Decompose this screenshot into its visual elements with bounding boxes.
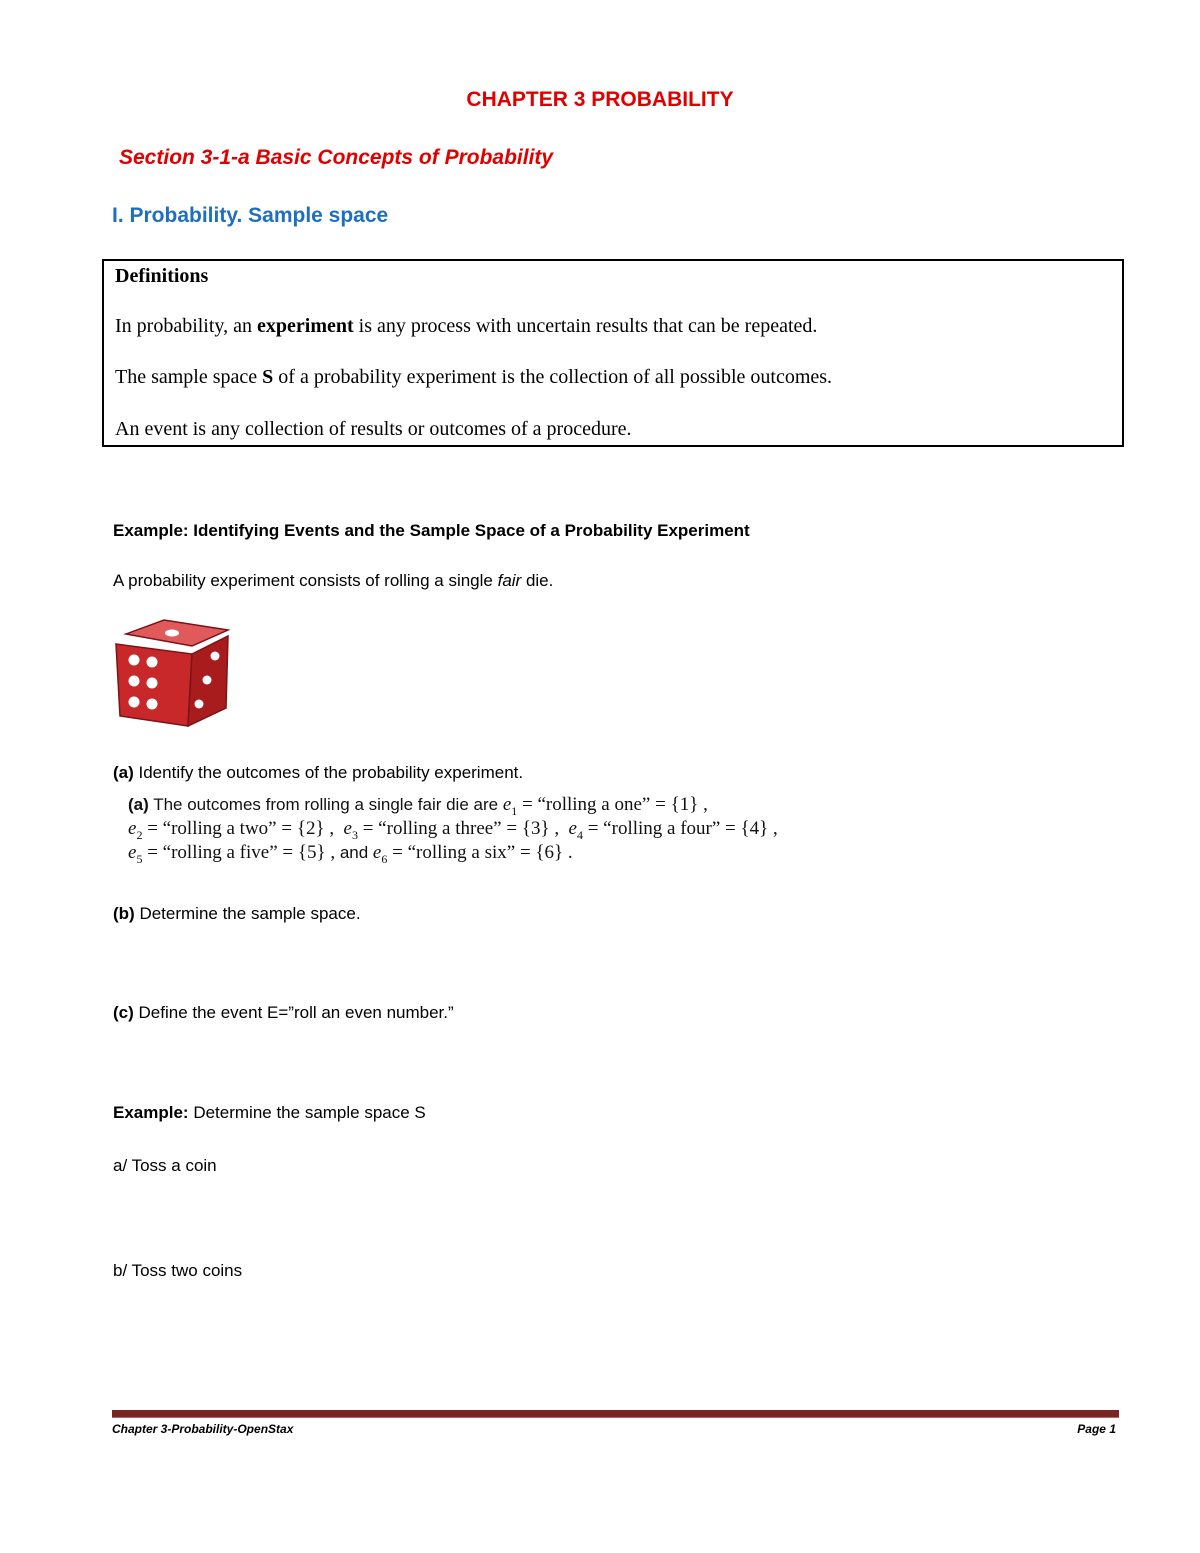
e4-symbol: $e_4$ [568,818,583,842]
example2-prompt [113,1103,426,1123]
part-c-text: Define the event E=”roll an even number.” [133,1003,454,1022]
example2-item-a: a/ Toss a coin [113,1156,217,1175]
outcome-6: = “rolling a six” = {6} . [387,842,573,863]
definition-experiment [115,315,817,338]
intro-fair: fair [497,571,522,590]
definition-text: In probability, an [115,315,258,337]
footer-page-number: Page 1 [1077,1422,1116,1436]
outcome-1: = “rolling a one” = {1} , [517,794,708,815]
answer-a-line3 [128,842,573,867]
part-a-label: (a) [113,763,134,782]
part-b-label: (b) [113,904,135,923]
example2-label: Example: [113,1103,189,1122]
term-s: S [262,366,274,388]
e1-symbol: $e_1$ [502,794,518,818]
definition-text: The sample space [115,366,263,388]
term-experiment: experiment [257,315,354,337]
outcome-3: = “rolling a three” = {3} , [357,818,560,839]
definition-text: of a probability experiment is the collection of all possible outcomes. [273,366,833,388]
example2-text: Determine the sample space S [188,1103,426,1122]
definition-event: An event is any collection of results or outcomes of a procedure. [115,418,632,440]
example1-intro [113,571,553,591]
answer-a-line2 [128,818,778,843]
part-b-question [113,904,361,924]
part-c-label: (c) [113,1003,134,1022]
intro-text: A probability experiment consists of rolling a single [113,571,498,590]
outcome-4: = “rolling a four” = {4} , [582,818,778,839]
definition-text: is any process with uncertain results that can be repeated. [353,315,818,337]
example2-item-b: b/ Toss two coins [113,1261,243,1280]
e6-symbol: $e_6$ [372,842,388,866]
chapter-title: CHAPTER 3 PROBABILITY [466,88,734,111]
definitions-box [102,259,1124,447]
answer-a-label: (a) [128,795,149,814]
outcome-5: = “rolling a five” = {5} , [142,842,336,863]
definitions-title: Definitions [115,265,209,287]
section-title: Section 3-1-a Basic Concepts of Probability [119,146,554,169]
e2-symbol: $e_2$ [128,818,143,842]
footer-chapter: Chapter 3-Probability-OpenStax [112,1422,294,1436]
part-a-text: Identify the outcomes of the probability experiment. [133,763,524,782]
heading-sample-space: I. Probability. Sample space [112,204,389,227]
example1-title: Example: Identifying Events and the Sample Space of a Probability Experiment [113,521,750,540]
and-word: and [335,843,373,862]
e3-symbol: $e_3$ [343,818,358,842]
answer-a-text: The outcomes from rolling a single fair die are [148,795,503,814]
answer-a-line1 [128,794,708,819]
outcome-2: = “rolling a two” = {2} , [142,818,335,839]
footer-rule [112,1410,1119,1418]
definition-sample-space [115,366,832,389]
part-b-text: Determine the sample space. [134,904,361,923]
part-c-question [113,1003,454,1023]
e5-symbol: $e_5$ [128,842,143,866]
dice-icon [112,618,236,730]
part-a-question [113,763,523,783]
intro-text: die. [521,571,554,590]
